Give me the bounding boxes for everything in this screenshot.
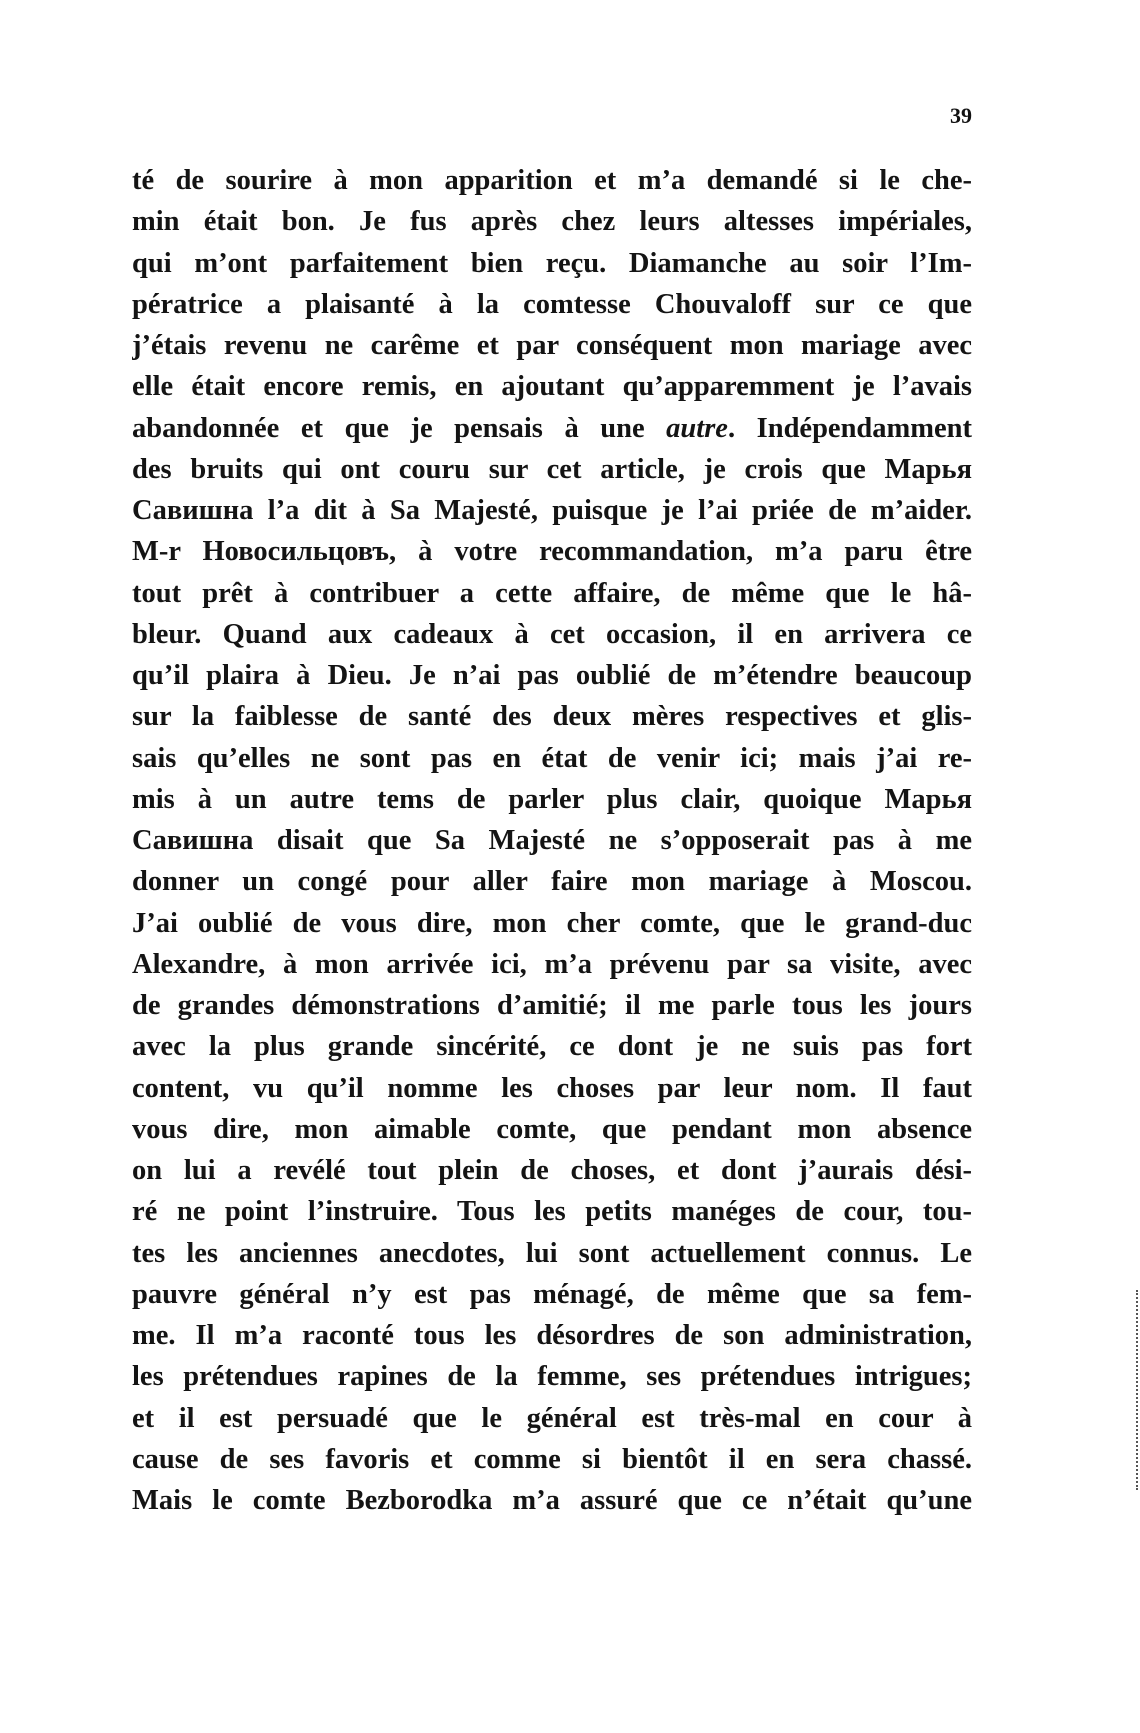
text-line: content, vu qu’il nomme les choses par leur nom. Il faut	[132, 1072, 972, 1104]
text-line: min était bon. Je fus après chez leurs altesses impériales,	[132, 206, 972, 238]
text-line: de grandes démonstrations d’amitié; il me parle tous les jours	[132, 990, 972, 1021]
text-line: abandonnée et que je pensais à une autre. Indépendamment	[132, 412, 972, 444]
text-line: bleur. Quand aux cadeaux à cet occasion, il en arrivera ce	[132, 618, 972, 650]
text-line: me. Il m’a raconté tous les désordres de son administration,	[132, 1320, 972, 1351]
text-line: on lui a revélé tout plein de choses, et dont j’aurais dési-	[132, 1155, 972, 1186]
text-line: ré ne point l’instruire. Tous les petits manéges de cour, tou-	[132, 1196, 972, 1228]
body-text	[132, 160, 972, 1521]
text-line: qui m’ont parfaitement bien reçu. Diamanche au soir l’Im-	[132, 247, 972, 279]
text-line: cause de ses favoris et comme si bientôt il en sera chassé.	[132, 1443, 972, 1475]
text-line: J’ai oublié de vous dire, mon cher comte, que le grand-duc	[132, 907, 972, 939]
text-line: elle était encore remis, en ajoutant qu’apparemment je l’avais	[132, 371, 972, 403]
text-line: tes les anciennes anecdotes, lui sont actuellement connus. Le	[132, 1237, 972, 1269]
text-line: tout prêt à contribuer a cette affaire, de même que le hâ-	[132, 577, 972, 609]
page-number: 39	[950, 103, 972, 128]
text-line: sur la faiblesse de santé des deux mères respectives et glis-	[132, 701, 972, 733]
text-line: pératrice a plaisanté à la comtesse Chouvaloff sur ce que	[132, 288, 972, 320]
text-line: des bruits qui ont couru sur cet article, je crois que Марья	[132, 453, 972, 485]
text-line: avec la plus grande sincérité, ce dont je ne suis pas fort	[132, 1031, 972, 1063]
text-line: Mais le comte Bezborodka m’a assuré que ce n’était qu’une	[132, 1485, 972, 1516]
text-line: les prétendues rapines de la femme, ses prétendues intrigues;	[132, 1361, 972, 1393]
text-line: M-r Новосильцовъ, à votre recommandation, m’a paru être	[132, 536, 972, 568]
text-line: sais qu’elles ne sont pas en état de venir ici; mais j’ai re-	[132, 742, 972, 774]
emphasized-word: autre	[666, 412, 728, 444]
text-line: Савишна l’a dit à Sa Majesté, puisque je l’ai priée de m’aider.	[132, 495, 972, 526]
text-line: qu’il plaira à Dieu. Je n’ai pas oublié de m’étendre beaucoup	[132, 660, 972, 691]
text-line: Савишна disait que Sa Majesté ne s’opposerait pas à me	[132, 825, 972, 856]
text-line: pauvre général n’y est pas ménagé, de même que sa fem-	[132, 1278, 972, 1310]
text-line: Alexandre, à mon arrivée ici, m’a prévenu par sa visite, avec	[132, 948, 972, 980]
text-line: mis à un autre tems de parler plus clair, quoique Марья	[132, 783, 972, 815]
scan-edge-mark	[1134, 1290, 1138, 1490]
text-line: donner un congé pour aller faire mon mariage à Moscou.	[132, 866, 972, 898]
text-line: j’étais revenu ne carême et par conséquent mon mariage avec	[132, 330, 972, 361]
text-line: vous dire, mon aimable comte, que pendant mon absence	[132, 1113, 972, 1145]
text-line: té de sourire à mon apparition et m’a demandé si le che-	[132, 165, 972, 196]
text-line: et il est persuadé que le général est très-mal en cour à	[132, 1402, 972, 1434]
